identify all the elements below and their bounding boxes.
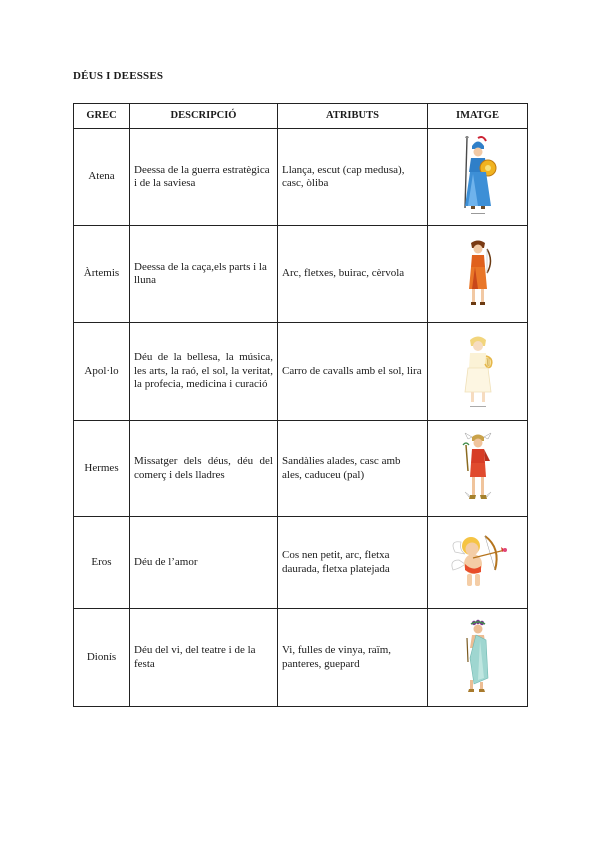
artemis-figure-icon	[461, 239, 495, 309]
god-image-cell	[428, 129, 528, 226]
header-descripcio: DESCRIPCIÓ	[130, 104, 278, 129]
god-description: Déu del vi, del teatre i de la festa	[130, 609, 278, 707]
god-image-cell	[428, 226, 528, 323]
header-imatge: IMATGE	[428, 104, 528, 129]
god-description: Missatger dels déus, déu del comerç i dels lladres	[130, 421, 278, 517]
god-attributes: Carro de cavalls amb el sol, lira	[278, 323, 428, 421]
table-row	[74, 129, 528, 226]
god-description: Deessa de la guerra estratègica i de la saviesa	[130, 129, 278, 226]
god-attributes: Cos nen petit, arc, fletxa daurada, fletxa platejada	[278, 517, 428, 609]
gods-table	[73, 103, 528, 707]
god-attributes: Llança, escut (cap medusa), casc, òliba	[278, 129, 428, 226]
god-image-cell	[428, 323, 528, 421]
god-attributes: Arc, fletxes, buirac, cèrvola	[278, 226, 428, 323]
god-name: Atena	[74, 129, 130, 226]
god-description: Déu de la bellesa, la música, les arts, la raó, el sol, la veritat, la profecia, medicina i curació	[130, 323, 278, 421]
god-description: Déu de l’amor	[130, 517, 278, 609]
god-image-cell	[428, 517, 528, 609]
header-grec: GREC	[74, 104, 130, 129]
god-image-cell	[428, 421, 528, 517]
god-name: Àrtemis	[74, 226, 130, 323]
header-atributs: ATRIBUTS	[278, 104, 428, 129]
hermes-figure-icon	[458, 431, 498, 507]
table-row	[74, 421, 528, 517]
god-attributes: Vi, fulles de vinya, raïm, panteres, guepard	[278, 609, 428, 707]
eros-figure-icon	[447, 530, 509, 596]
table-row	[74, 323, 528, 421]
table-row	[74, 226, 528, 323]
table-row	[74, 517, 528, 609]
dionysus-figure-icon	[458, 618, 498, 698]
god-name: Apol·lo	[74, 323, 130, 421]
god-name: Eros	[74, 517, 130, 609]
god-image-cell	[428, 609, 528, 707]
god-description: Deessa de la caça,els parts i la lluna	[130, 226, 278, 323]
god-name: Dionís	[74, 609, 130, 707]
god-name: Hermes	[74, 421, 130, 517]
page-title: DÉUS I DEESSES	[73, 70, 164, 82]
table-row	[74, 609, 528, 707]
apollo-figure-icon	[458, 334, 498, 410]
table-header-row	[74, 104, 528, 129]
god-attributes: Sandàlies alades, casc amb ales, caduceu (pal)	[278, 421, 428, 517]
athena-figure-icon	[453, 136, 503, 218]
